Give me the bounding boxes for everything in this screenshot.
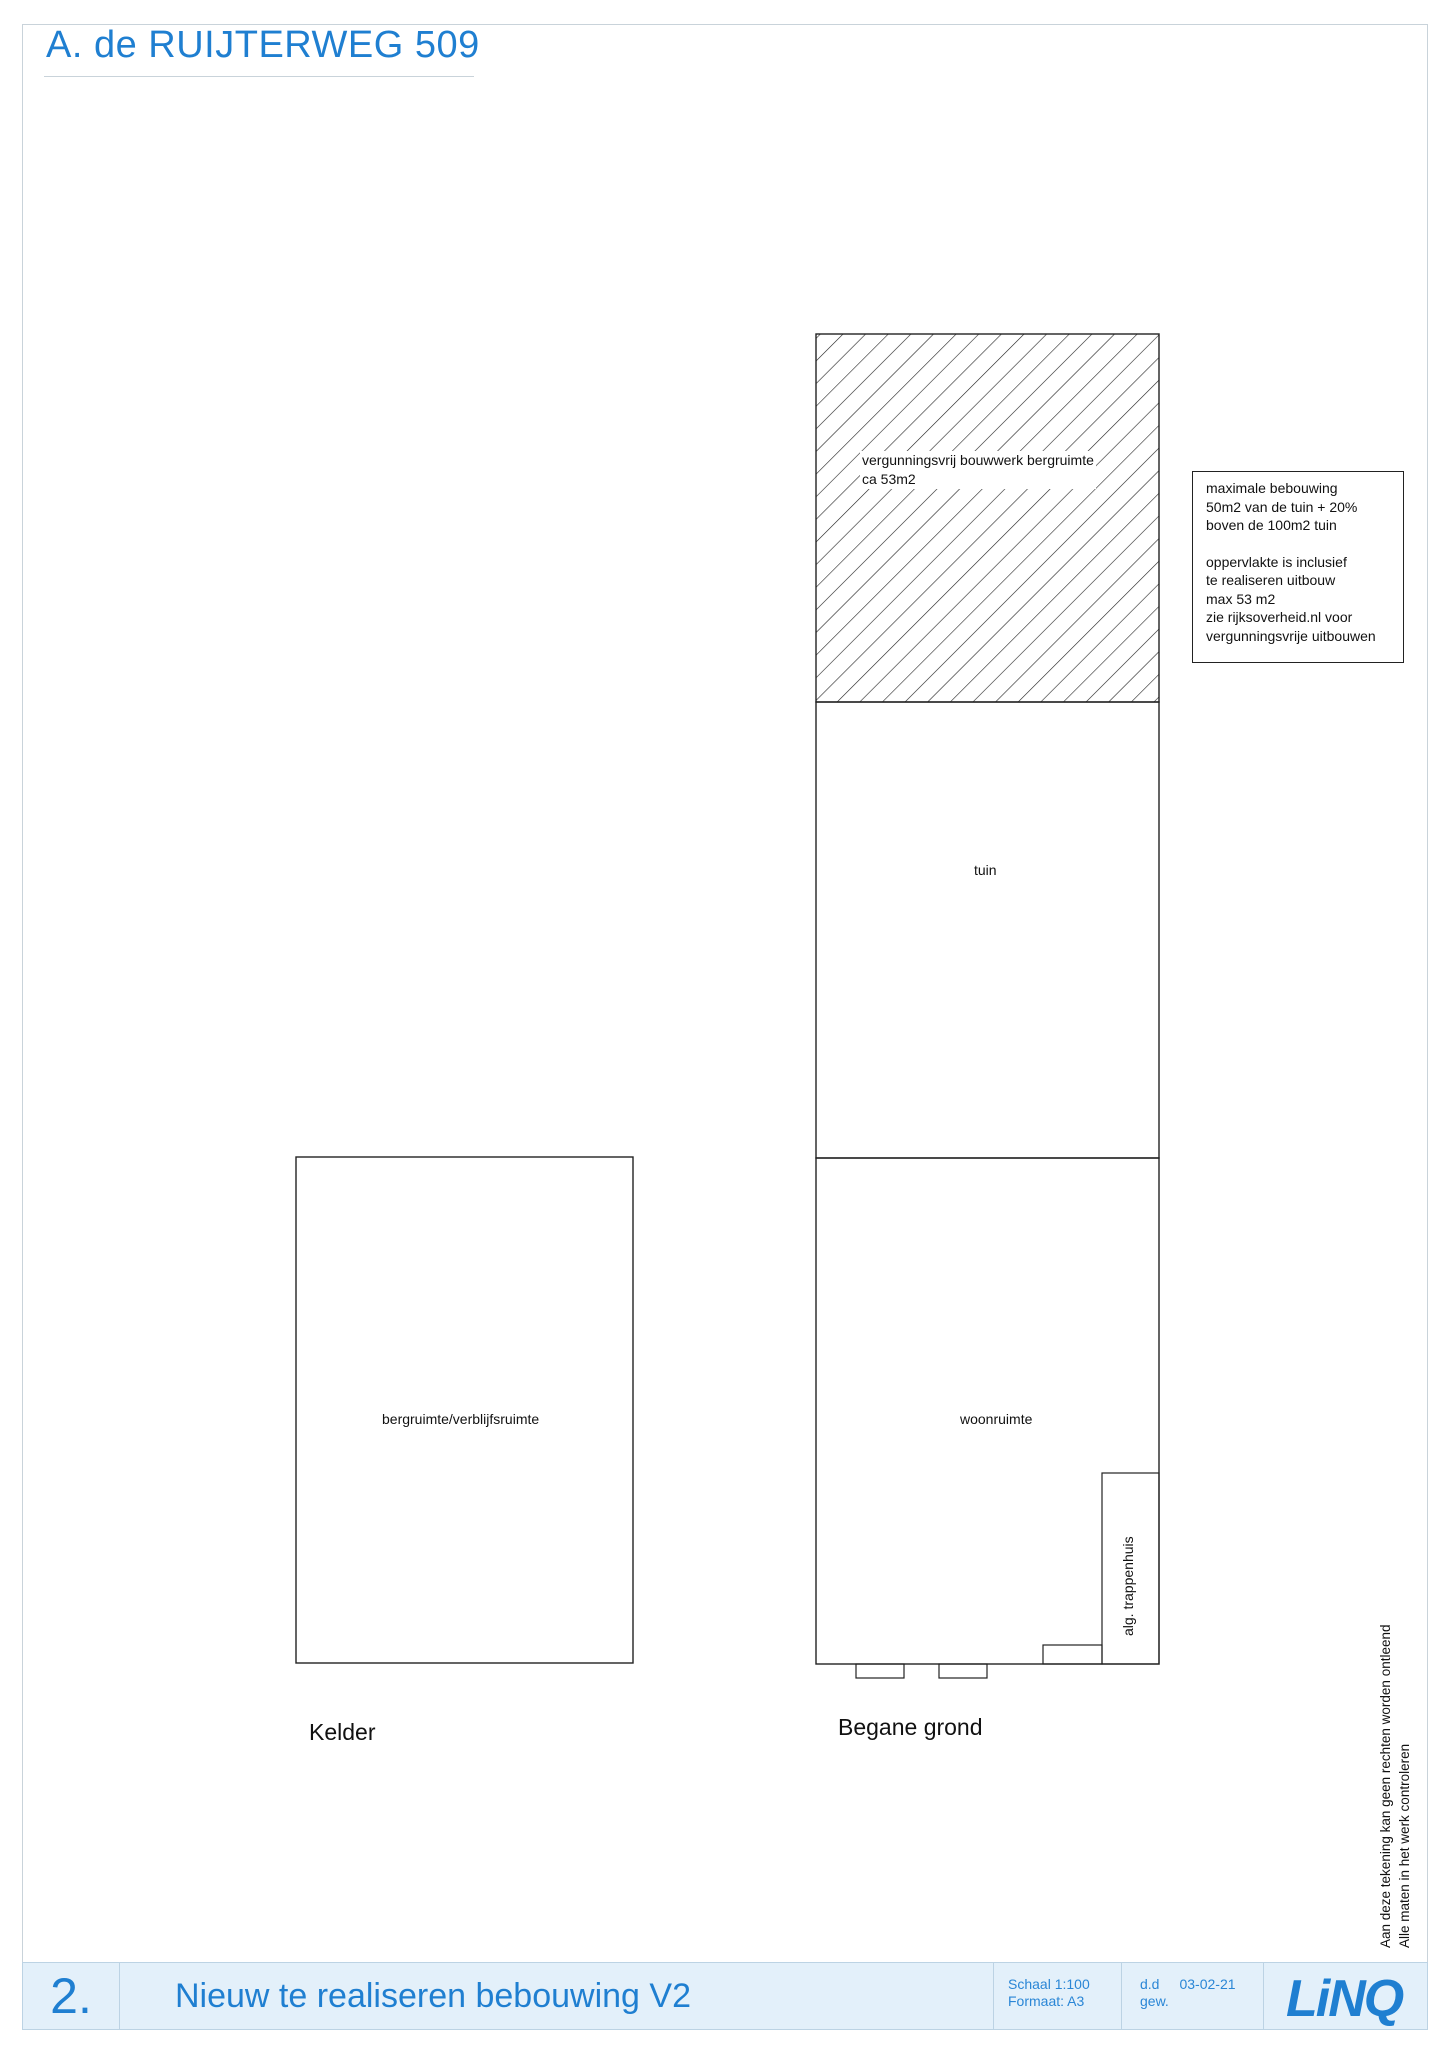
date-key: d.d <box>1140 1976 1160 1992</box>
front-element-left <box>856 1664 904 1678</box>
begane-grond-caption: Begane grond <box>838 1714 983 1740</box>
vergunningsvrij-zone <box>816 334 1159 702</box>
note-line: max 53 m2 <box>1206 590 1276 607</box>
scale-format-cell <box>994 1963 1122 2029</box>
front-element-right <box>939 1664 987 1678</box>
vergunningsvrij-label <box>860 451 1096 489</box>
tuin-zone <box>816 702 1159 1158</box>
drawn-key: gew. <box>1140 1993 1169 2009</box>
format-label: Formaat: A3 <box>1008 1993 1085 2009</box>
logo-cell <box>1264 1963 1427 2029</box>
linq-logo: LiNQ <box>1286 1970 1403 2028</box>
step-element <box>1043 1645 1102 1664</box>
note-line: maximale bebouwing <box>1206 480 1338 496</box>
kelder-outline <box>296 1157 633 1663</box>
date-value: 03-02-21 <box>1179 1976 1236 1992</box>
drawing-number: 2. <box>23 1963 120 2029</box>
max-bebouwing-note <box>1192 471 1404 663</box>
kelder-caption: Kelder <box>309 1719 376 1745</box>
disclaimer-line-1: Aan deze tekening kan geen rechten worden ontleend <box>1378 1624 1393 1948</box>
disclaimer-note <box>1376 1625 1414 1949</box>
drawing-name: Nieuw te realiseren bebouwing V2 <box>119 1963 994 2029</box>
vergunningsvrij-label-line1: vergunningsvrij bouwwerk bergruimte <box>862 452 1094 468</box>
project-title: A. de RUIJTERWEG 509 <box>46 24 480 66</box>
date-cell <box>1122 1963 1264 2029</box>
note-line: boven de 100m2 tuin <box>1206 517 1337 533</box>
disclaimer-line-2: Alle maten in het werk controleren <box>1397 1743 1412 1948</box>
trappenhuis-label: alg. trappenhuis <box>1120 1536 1136 1636</box>
note-line: zie rijksoverheid.nl voor <box>1206 609 1353 625</box>
title-block <box>22 1962 1428 2030</box>
kelder-room-label: bergruimte/verblijfsruimte <box>382 1411 540 1427</box>
tuin-label: tuin <box>974 862 997 878</box>
note-line: te realiseren uitbouw <box>1206 572 1336 588</box>
note-line: vergunningsvrije uitbouwen <box>1206 627 1376 644</box>
note-line: oppervlakte is inclusief <box>1206 553 1347 570</box>
vergunningsvrij-label-line2: ca 53m2 <box>862 471 916 487</box>
woonruimte-label: woonruimte <box>960 1411 1033 1427</box>
note-line: 50m2 van de tuin + 20% <box>1206 498 1358 515</box>
scale-label: Schaal 1:100 <box>1008 1976 1090 1992</box>
